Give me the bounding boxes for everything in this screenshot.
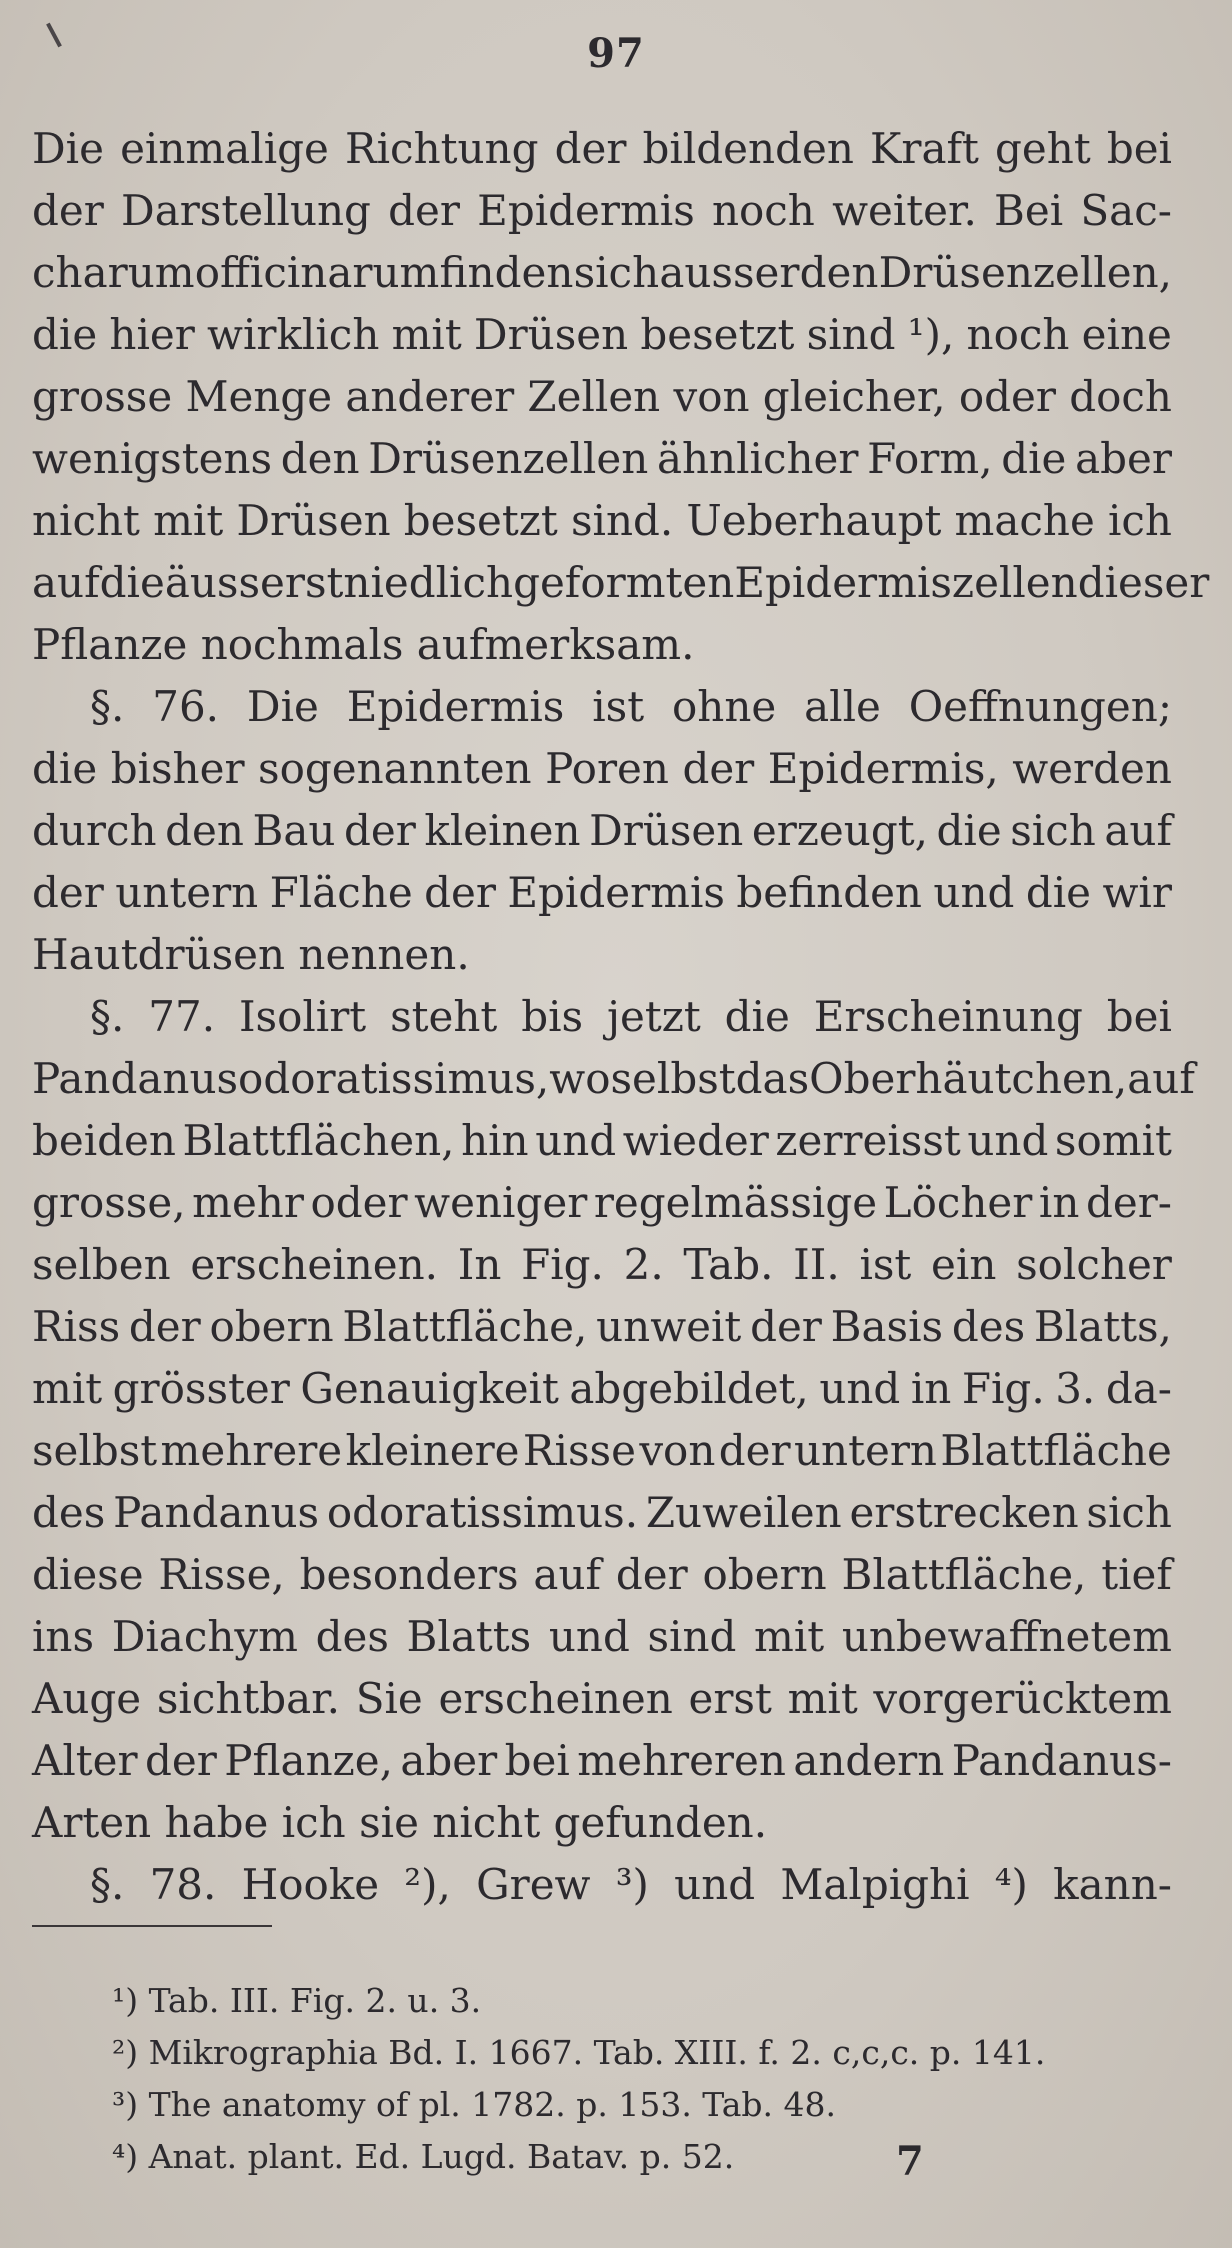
word: Drüsen	[236, 496, 391, 545]
word: auf	[533, 1550, 602, 1599]
word: von	[673, 372, 750, 421]
word: mehrere	[160, 1426, 343, 1475]
word: Fig.	[521, 1240, 604, 1289]
word: auf	[1104, 806, 1172, 855]
word: erscheinen	[438, 1674, 673, 1723]
word: Isolirt	[238, 992, 367, 1041]
word: ist	[592, 682, 645, 731]
word: Pflanze,	[224, 1736, 393, 1785]
word: Alter	[32, 1736, 138, 1785]
word: selben	[32, 1240, 171, 1289]
word: den	[799, 248, 879, 297]
word: nicht	[32, 496, 140, 545]
word: des	[951, 1302, 1026, 1351]
word: und	[933, 868, 1015, 917]
page-number: 97	[587, 30, 645, 77]
word: und	[967, 1116, 1049, 1165]
word: bisher	[110, 744, 245, 793]
text-line	[32, 862, 1172, 924]
word: bildenden	[642, 124, 854, 173]
word: solcher	[1016, 1240, 1172, 1289]
word: wir	[1102, 868, 1172, 917]
word: diese	[32, 1550, 144, 1599]
word: die	[1025, 868, 1092, 917]
text-line	[32, 1420, 1172, 1482]
word: tief	[1101, 1550, 1172, 1599]
word: unbewaffnetem	[841, 1612, 1172, 1661]
text-line	[32, 1172, 1172, 1234]
word: steht	[390, 992, 498, 1041]
word: von	[639, 1426, 716, 1475]
word: zerreisst	[775, 1116, 961, 1165]
word: sind	[806, 310, 896, 359]
word: unweit	[596, 1302, 742, 1351]
word: besetzt	[640, 310, 795, 359]
footnote-divider	[32, 1925, 272, 1927]
word: Epidermis,	[767, 744, 999, 793]
word: ²),	[404, 1860, 451, 1909]
signature-mark: 7	[896, 2138, 924, 2185]
word: Kraft	[870, 124, 979, 173]
word: Blatts	[406, 1612, 532, 1661]
text-line	[32, 304, 1172, 366]
text-line	[32, 800, 1172, 862]
word: werden	[1012, 744, 1172, 793]
word: oder	[310, 1178, 408, 1227]
word: der	[145, 1736, 217, 1785]
word: Richtung	[345, 124, 539, 173]
word: sich	[573, 248, 660, 297]
word: kann-	[1053, 1860, 1172, 1909]
word: das	[735, 1054, 810, 1103]
word: untern	[115, 868, 259, 917]
word: obern	[702, 1550, 827, 1599]
text-line	[32, 676, 1172, 738]
word: selbst	[32, 1426, 158, 1475]
word: grösster	[112, 1364, 290, 1413]
word: Drüsen	[589, 806, 744, 855]
word: §.	[90, 992, 125, 1041]
text-line	[32, 366, 1172, 428]
word: in	[1038, 1178, 1080, 1227]
word: Drüsenzellen,	[878, 248, 1172, 297]
word: ich	[1107, 496, 1172, 545]
word: ⁴)	[994, 1860, 1028, 1909]
word: die	[1001, 434, 1067, 483]
word: anderer	[345, 372, 515, 421]
word: bei	[1106, 124, 1172, 173]
word: befinden	[736, 868, 922, 917]
footnote: ⁴) Anat. plant. Ed. Lugd. Batav. p. 52.	[112, 2137, 735, 2176]
word: 3.	[1055, 1364, 1096, 1413]
word: mit	[787, 1674, 858, 1723]
word: erzeugt,	[751, 806, 928, 855]
word: des	[315, 1612, 389, 1661]
body-text	[32, 118, 1210, 1916]
word: bei	[504, 1736, 570, 1785]
word: Genauigkeit	[300, 1364, 559, 1413]
word: noch	[711, 186, 815, 235]
word: des	[32, 1488, 106, 1537]
word: Risse,	[158, 1550, 285, 1599]
word: durch	[32, 806, 157, 855]
word: den	[280, 434, 360, 483]
word: bei	[1106, 992, 1172, 1041]
word: Grew	[476, 1860, 591, 1909]
word: Darstellung	[121, 186, 371, 235]
word: in	[910, 1364, 952, 1413]
word: der-	[1085, 1178, 1172, 1227]
word: und	[674, 1860, 756, 1909]
word: der	[554, 124, 627, 173]
word: vorgerücktem	[873, 1674, 1172, 1723]
word: Poren	[545, 744, 669, 793]
text-line	[32, 1110, 1172, 1172]
word: weniger	[414, 1178, 588, 1227]
word: Die	[246, 682, 319, 731]
word: mit	[754, 1612, 825, 1661]
word: Bei	[994, 186, 1064, 235]
word: aber	[400, 1736, 498, 1785]
word: besetzt	[403, 496, 558, 545]
word: doch	[1069, 372, 1172, 421]
text-line	[32, 428, 1172, 490]
word: Sie	[355, 1674, 423, 1723]
word: §.	[90, 1860, 125, 1909]
word: ³)	[615, 1860, 649, 1909]
text-line: Arten habe ich sie nicht gefunden.	[32, 1798, 768, 1847]
word: hier	[109, 310, 195, 359]
word: Zellen	[527, 372, 661, 421]
word: Epidermis	[346, 682, 565, 731]
word: wirklich	[207, 310, 380, 359]
word: alle	[804, 682, 881, 731]
word: In	[457, 1240, 502, 1289]
word: der	[344, 806, 416, 855]
word: eine	[1081, 310, 1172, 359]
text-line	[32, 1606, 1172, 1668]
word: der	[32, 186, 104, 235]
word: Löcher	[883, 1178, 1033, 1227]
word: Menge	[185, 372, 333, 421]
word: Erscheinung	[813, 992, 1083, 1041]
word: sind	[647, 1612, 737, 1661]
word: Epidermis	[477, 186, 695, 235]
word: Form,	[867, 434, 993, 483]
word: Hooke	[241, 1860, 380, 1909]
word: Bau	[252, 806, 336, 855]
text-line: Pflanze nochmals aufmerksam.	[32, 620, 695, 669]
word: die	[936, 806, 1002, 855]
footnote: ²) Mikrographia Bd. I. 1667. Tab. XIII. f. 2. c,c,c. p. 141.	[112, 2033, 1046, 2072]
word: und	[819, 1364, 901, 1413]
text-line	[32, 986, 1172, 1048]
word: mit	[32, 1364, 103, 1413]
word: auf	[1127, 1054, 1195, 1103]
word: den	[165, 806, 244, 855]
word: ist	[859, 1240, 912, 1289]
word: mache	[954, 496, 1095, 545]
word: die	[724, 992, 790, 1041]
word: erscheinen.	[190, 1240, 439, 1289]
word: der	[128, 1302, 201, 1351]
word: ohne	[671, 682, 777, 731]
word: der	[682, 744, 755, 793]
word: mehr	[192, 1178, 304, 1227]
word: gleicher,	[762, 372, 946, 421]
word: abgebildet,	[569, 1364, 809, 1413]
footnote: ³) The anatomy of pl. 1782. p. 153. Tab. 48.	[112, 2085, 837, 2124]
word: 2.	[623, 1240, 664, 1289]
word: wieder	[622, 1116, 769, 1165]
word: mit	[391, 310, 462, 359]
word: Oeffnungen;	[908, 682, 1172, 731]
word: äusserst	[164, 558, 344, 607]
text-line	[32, 1854, 1172, 1916]
word: der	[615, 1550, 688, 1599]
word: sich	[1086, 1488, 1172, 1537]
word: kleinere	[345, 1426, 520, 1475]
word: Pandanus	[32, 1054, 239, 1103]
text-line	[32, 1048, 1195, 1110]
word: Epidermiszellen	[734, 558, 1078, 607]
word: Blattfläche,	[841, 1550, 1087, 1599]
word: Drüsen	[473, 310, 629, 359]
word: Fläche	[269, 868, 413, 917]
word: ein	[931, 1240, 997, 1289]
word: der	[32, 868, 104, 917]
word: oder	[958, 372, 1056, 421]
word: 78.	[149, 1860, 217, 1909]
word: aber	[1075, 434, 1172, 483]
word: II.	[793, 1240, 840, 1289]
word: somit	[1054, 1116, 1172, 1165]
word: charum	[32, 248, 195, 297]
word: Malpighi	[780, 1860, 970, 1909]
word: und	[548, 1612, 630, 1661]
word: mit	[153, 496, 224, 545]
text-line	[32, 1234, 1172, 1296]
word: Sac-	[1080, 186, 1172, 235]
word: Diachym	[111, 1612, 298, 1661]
word: odoratissimus.	[326, 1488, 639, 1537]
word: die	[32, 744, 98, 793]
word: noch	[966, 310, 1070, 359]
word: mehreren	[577, 1736, 786, 1785]
word: weiter.	[832, 186, 977, 235]
word: Riss	[32, 1302, 121, 1351]
text-line	[32, 1482, 1172, 1544]
word: die	[99, 558, 165, 607]
word: Zuweilen	[645, 1488, 842, 1537]
word: Blatts,	[1033, 1302, 1172, 1351]
text-line	[32, 490, 1172, 552]
word: der	[718, 1426, 791, 1475]
word: kleinen	[424, 806, 581, 855]
footnote: ¹) Tab. III. Fig. 2. u. 3.	[112, 1981, 482, 2020]
word: ausser	[659, 248, 800, 297]
word: regelmässige	[593, 1178, 878, 1227]
word: Blattfläche,	[342, 1302, 588, 1351]
word: sogenannten	[258, 744, 532, 793]
word: Fig.	[961, 1364, 1045, 1413]
word: der	[750, 1302, 822, 1351]
word: ¹),	[907, 310, 955, 359]
word: sind.	[570, 496, 674, 545]
word: 76.	[152, 682, 220, 731]
word: Tab.	[683, 1240, 774, 1289]
word: geht	[995, 124, 1091, 173]
word: hin	[461, 1116, 529, 1165]
text-line	[32, 552, 1210, 614]
text-line	[32, 1358, 1172, 1420]
word: erst	[688, 1674, 772, 1723]
word: Auge	[32, 1674, 142, 1723]
word: Ueberhaupt	[686, 496, 942, 545]
word: da-	[1105, 1364, 1172, 1413]
text-line	[32, 738, 1172, 800]
word: niedlich	[343, 558, 514, 607]
word: woselbst	[549, 1054, 736, 1103]
word: Drüsenzellen	[368, 434, 649, 483]
word: Pandanus	[113, 1488, 320, 1537]
word: §.	[90, 682, 125, 731]
word: ähnlicher	[656, 434, 859, 483]
text-line	[32, 242, 1172, 304]
word: Blattflächen,	[182, 1116, 455, 1165]
text-line	[32, 180, 1172, 242]
text-line	[32, 1544, 1172, 1606]
text-line	[32, 118, 1172, 180]
word: geformten	[513, 558, 735, 607]
word: Oberhäutchen,	[809, 1054, 1128, 1103]
word: sichtbar.	[156, 1674, 341, 1723]
word: jetzt	[606, 992, 701, 1041]
word: einmalige	[120, 124, 329, 173]
word: Basis	[830, 1302, 944, 1351]
word: finden	[439, 248, 574, 297]
word: und	[535, 1116, 617, 1165]
word: wenigstens	[32, 434, 273, 483]
word: obern	[209, 1302, 334, 1351]
word: dieser	[1077, 558, 1210, 607]
text-line	[32, 1730, 1172, 1792]
word: Risse	[522, 1426, 636, 1475]
word: Blattfläche	[940, 1426, 1172, 1475]
word: untern	[793, 1426, 937, 1475]
text-line: Hautdrüsen nennen.	[32, 930, 470, 979]
word: auf	[32, 558, 100, 607]
text-line	[32, 1668, 1172, 1730]
word: besonders	[299, 1550, 519, 1599]
text-line	[32, 1296, 1172, 1358]
word: ins	[32, 1612, 95, 1661]
word: der	[388, 186, 460, 235]
word: beiden	[32, 1116, 176, 1165]
word: der	[424, 868, 496, 917]
word: odoratissimus,	[238, 1054, 550, 1103]
word: 77.	[148, 992, 216, 1041]
word: sich	[1010, 806, 1096, 855]
word: die	[32, 310, 98, 359]
word: officinarum	[194, 248, 440, 297]
word: bis	[521, 992, 584, 1041]
word: andern	[793, 1736, 945, 1785]
word: grosse,	[32, 1178, 186, 1227]
word: Pandanus-	[951, 1736, 1172, 1785]
word: erstrecken	[849, 1488, 1079, 1537]
word: Epidermis	[507, 868, 725, 917]
word: Die	[32, 124, 104, 173]
word: grosse	[32, 372, 173, 421]
